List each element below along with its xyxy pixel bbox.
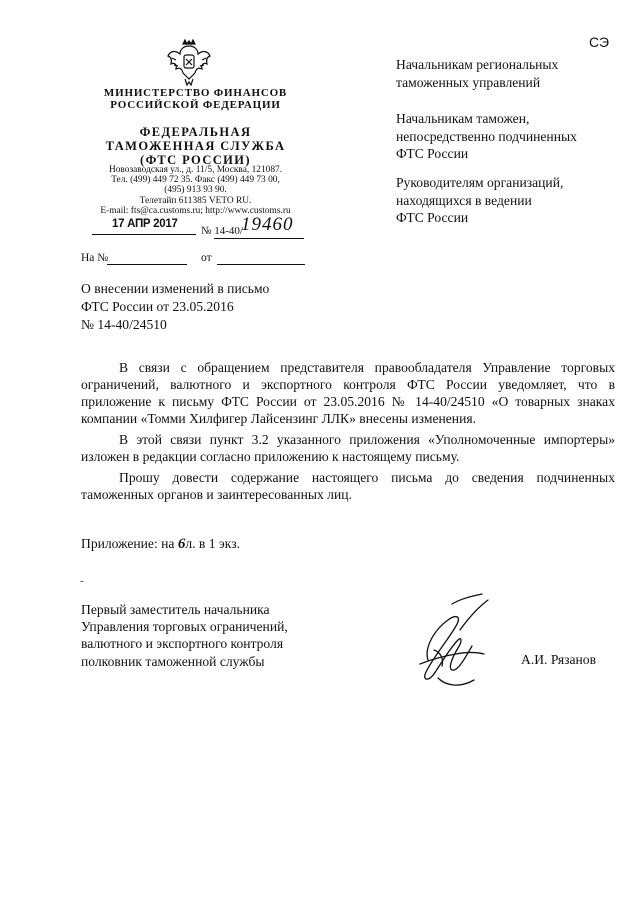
service-name xyxy=(92,125,299,167)
attachment-note xyxy=(81,536,240,553)
addressee-line: таможенных управлений xyxy=(396,74,541,90)
signer-line: Первый заместитель начальника xyxy=(81,602,270,617)
ministry-line: МИНИСТЕРСТВО ФИНАНСОВ xyxy=(103,87,288,99)
reference-number-blank xyxy=(107,264,187,265)
service-line: ТАМОЖЕННАЯ СЛУЖБА xyxy=(105,139,286,153)
letter-body xyxy=(81,359,615,507)
registration-date-stamp: 17 АПР 2017 xyxy=(112,218,178,230)
addressee-line: Начальникам таможен, xyxy=(396,111,530,126)
organization-contacts xyxy=(92,165,299,216)
registration-date-underline xyxy=(92,234,196,235)
attachment-prefix: Приложение: на xyxy=(81,536,178,551)
reference-date-label: от xyxy=(201,252,212,264)
attachment-handwritten-count: 6 xyxy=(177,536,186,552)
addressee-line: ФТС России xyxy=(396,210,469,225)
ministry-line: РОССИЙСКОЙ ФЕДЕРАЦИИ xyxy=(110,98,281,111)
contact-line: (495) 913 93 90. xyxy=(164,185,227,196)
contact-line: Телетайп 611385 VETO RU. xyxy=(139,195,252,206)
organization-header xyxy=(92,88,299,167)
margin-tick-mark: - xyxy=(80,575,84,587)
signer-position xyxy=(81,601,288,670)
signer-line: полковник таможенной службы xyxy=(81,653,265,669)
body-paragraph: Прошу довести содержание настоящего письма до сведения подчиненных таможенных органов и заинтересованных лиц. xyxy=(81,470,615,502)
body-paragraph: В этой связи пункт 3.2 указанного приложения «Уполномоченные импортеры» изложен в редакции согласно приложению к настоящему письму. xyxy=(81,432,615,464)
subject-line: О внесении изменений в письмо xyxy=(81,281,270,296)
signer-line: валютного и экспортного контроля xyxy=(81,636,284,652)
registration-number-label: № 14-40/ xyxy=(201,225,243,237)
service-line: (ФТС РОССИИ) xyxy=(140,153,251,167)
ministry-name xyxy=(92,88,299,111)
addressee-line: Начальникам региональных xyxy=(396,57,559,72)
addressee-line: непосредственно подчиненных xyxy=(396,128,577,144)
registration-number-handwritten: 19460 xyxy=(241,214,294,235)
contact-line: E-mail: fts@ca.customs.ru; http://www.customs.ru xyxy=(100,205,291,216)
reference-date-blank xyxy=(217,264,305,265)
signer-name: А.И. Рязанов xyxy=(521,652,597,667)
subject-line: ФТС России от 23.05.2016 xyxy=(81,299,234,314)
body-paragraph: В связи с обращением представителя правообладателя Управление торговых ограничений, валютного и экспортного контроля ФТС России уведомляет, что в приложение к письму ФТС России от 23.05.2016 № 14-40/24510 «О товарных знаках компании «Томми Хилфигер Лайсензинг ЛЛК» внесены изменения. xyxy=(81,360,615,426)
document-mark: СЭ xyxy=(589,34,610,50)
addressee-block xyxy=(396,56,616,91)
addressee-line: Руководителям организаций, xyxy=(396,175,564,190)
attachment-suffix: л. в 1 экз. xyxy=(185,536,240,551)
registration-number-underline xyxy=(214,238,304,239)
contact-line: Новозаводская ул., д. 11/5, Москва, 121087. xyxy=(108,165,283,175)
signer-line: Управления торговых ограничений, xyxy=(81,619,288,635)
contact-line: Тел. (499) 449 72 35. Факс (499) 449 73 00, xyxy=(111,175,280,186)
addressee-block xyxy=(396,110,616,163)
coat-of-arms-emblem xyxy=(166,38,212,88)
letter-subject xyxy=(81,280,269,334)
addressee-line: ФТС России xyxy=(396,146,469,161)
addressee-block xyxy=(396,174,616,227)
service-line: ФЕДЕРАЛЬНАЯ xyxy=(139,125,252,139)
addressee-line: находящихся в ведении xyxy=(396,192,532,208)
reference-number-label: На № xyxy=(81,252,109,264)
handwritten-signature xyxy=(390,590,500,695)
subject-line: № 14-40/24510 xyxy=(81,317,167,332)
